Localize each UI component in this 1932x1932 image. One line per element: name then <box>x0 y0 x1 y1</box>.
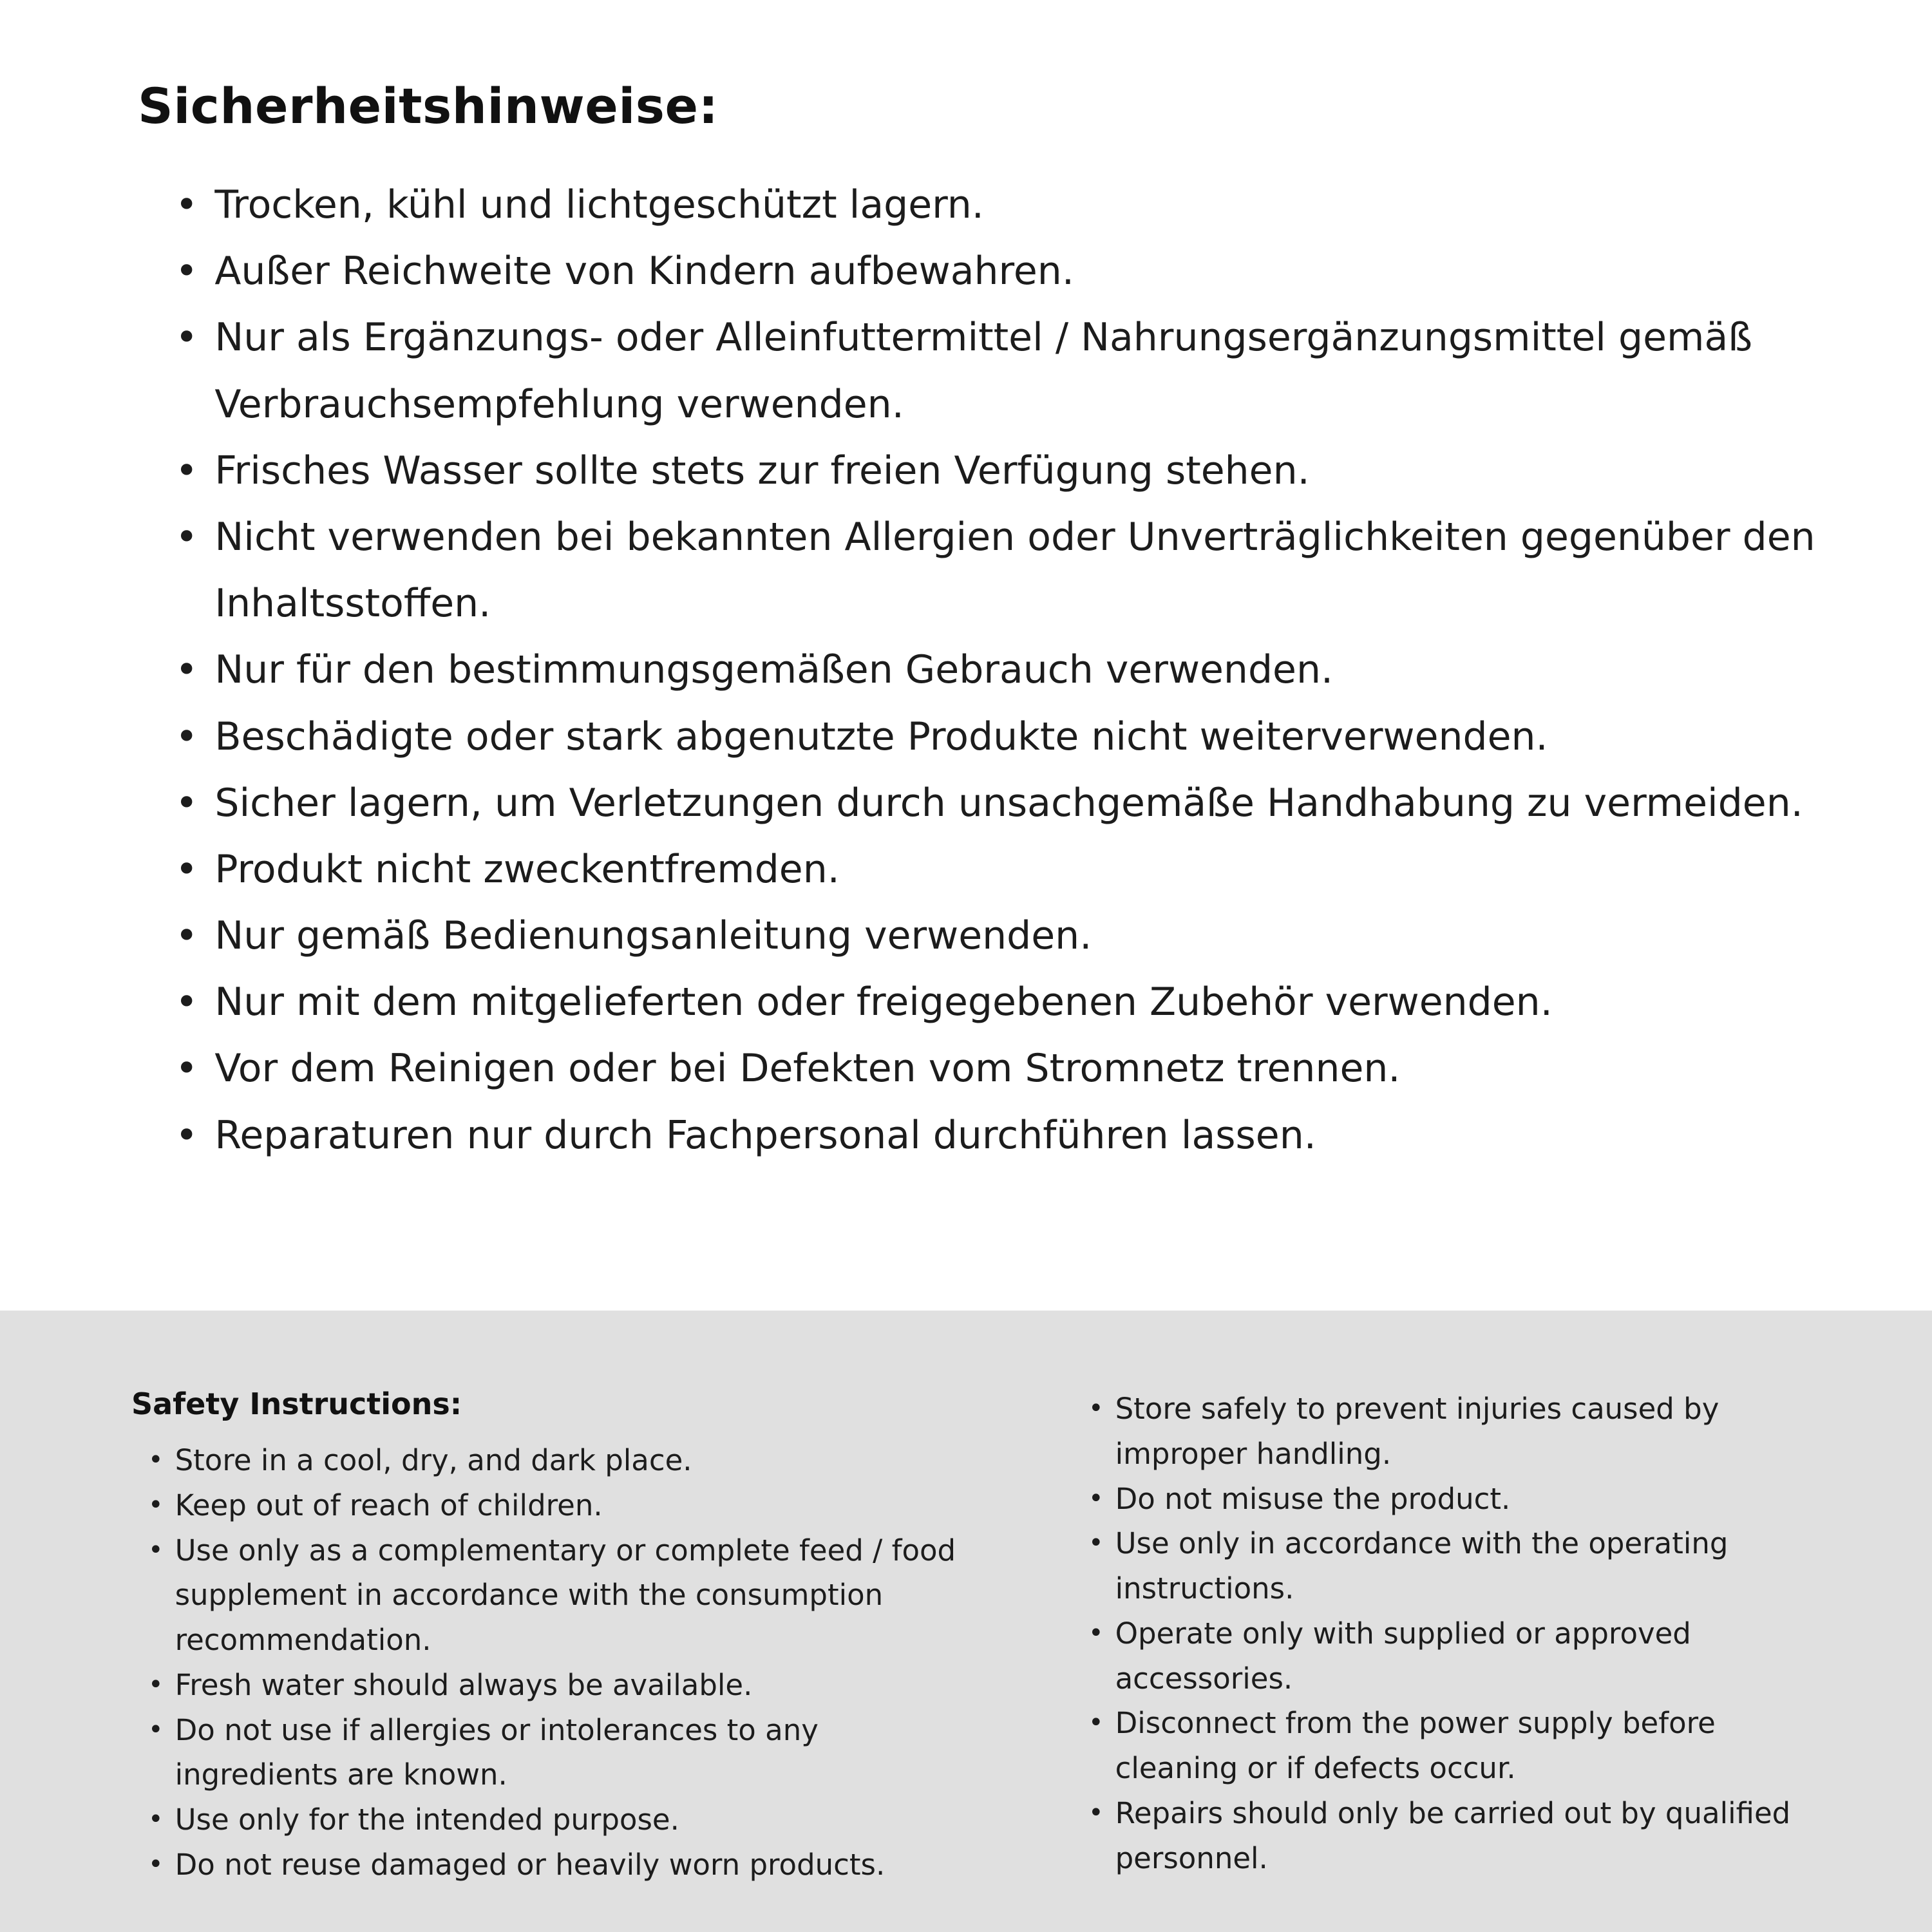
bullet-icon: • <box>1088 1708 1104 1738</box>
bullet-icon: • <box>175 980 198 1025</box>
bullet-icon: • <box>175 249 198 294</box>
bullet-icon: • <box>148 1445 164 1475</box>
list-item <box>148 1842 988 1888</box>
bullet-icon: • <box>1088 1618 1104 1648</box>
list-item <box>175 837 1842 903</box>
list-item <box>175 704 1842 770</box>
list-item-text: Use only as a complementary or complete feed / food supplement in accordance with the consumption recommendation. <box>175 1533 956 1657</box>
list-item-text: Do not use if allergies or intolerances to any ingredients are known. <box>175 1712 819 1792</box>
bullet-icon: • <box>175 714 198 759</box>
bullet-icon: • <box>148 1714 164 1745</box>
english-left-bullet-list <box>148 1438 988 1888</box>
english-section-heading: Safety Instructions: <box>131 1387 462 1421</box>
list-item <box>1088 1521 1835 1611</box>
list-item <box>175 903 1842 969</box>
english-right-bullet-list <box>1088 1387 1835 1880</box>
bullet-icon: • <box>148 1535 164 1565</box>
list-item <box>175 438 1842 504</box>
bullet-icon: • <box>148 1849 164 1879</box>
list-item-text: Nicht verwenden bei bekannten Allergien oder Unverträglichkeiten gegenüber den Inhaltsstoffen. <box>214 514 1815 627</box>
list-item-text: Use only for the intended purpose. <box>175 1803 679 1837</box>
list-item <box>148 1528 988 1663</box>
bullet-icon: • <box>175 315 198 361</box>
list-item <box>148 1483 988 1528</box>
list-item <box>1088 1477 1835 1522</box>
list-item-text: Store safely to prevent injuries caused by improper handling. <box>1115 1392 1719 1471</box>
list-item-text: Außer Reichweite von Kindern aufbewahren. <box>214 249 1074 294</box>
bullet-icon: • <box>175 780 198 826</box>
bullet-icon: • <box>175 448 198 493</box>
list-item <box>175 305 1842 437</box>
bullet-icon: • <box>148 1669 164 1700</box>
bullet-icon: • <box>175 647 198 693</box>
list-item-text: Produkt nicht zweckentfremden. <box>214 846 840 892</box>
list-item <box>1088 1701 1835 1791</box>
list-item-text: Keep out of reach of children. <box>175 1488 603 1522</box>
bullet-icon: • <box>1088 1797 1104 1828</box>
list-item-text: Use only in accordance with the operating instructions. <box>1115 1526 1728 1605</box>
list-item-text: Store in a cool, dry, and dark place. <box>175 1443 692 1477</box>
list-item-text: Do not misuse the product. <box>1115 1481 1511 1516</box>
list-item-text: Fresh water should always be available. <box>175 1667 753 1702</box>
bullet-icon: • <box>175 1112 198 1158</box>
list-item <box>175 770 1842 837</box>
german-bullet-list <box>175 172 1842 1169</box>
list-item-text: Disconnect from the power supply before cleaning or if defects occur. <box>1115 1706 1716 1785</box>
list-item-text: Repairs should only be carried out by qualified personnel. <box>1115 1795 1791 1875</box>
bullet-icon: • <box>148 1490 164 1520</box>
list-item <box>1088 1791 1835 1881</box>
bullet-icon: • <box>148 1804 164 1834</box>
list-item-text: Nur für den bestimmungsgemäßen Gebrauch verwenden. <box>214 647 1334 693</box>
list-item <box>175 1036 1842 1102</box>
list-item <box>175 238 1842 305</box>
list-item-text: Nur gemäß Bedienungsanleitung verwenden. <box>214 913 1092 959</box>
bullet-icon: • <box>175 182 198 227</box>
list-item-text: Beschädigte oder stark abgenutzte Produkte nicht weiterverwenden. <box>214 714 1548 759</box>
bullet-icon: • <box>175 514 198 560</box>
bullet-icon: • <box>175 846 198 892</box>
list-item <box>148 1708 988 1798</box>
english-right-column <box>1072 1387 1835 1932</box>
bullet-icon: • <box>175 913 198 959</box>
list-item <box>1088 1387 1835 1477</box>
list-item-text: Nur mit dem mitgelieferten oder freigegebenen Zubehör verwenden. <box>214 980 1553 1025</box>
list-item <box>175 969 1842 1036</box>
list-item <box>175 504 1842 637</box>
list-item-text: Vor dem Reinigen oder bei Defekten vom Stromnetz trennen. <box>214 1046 1401 1092</box>
list-item-text: Operate only with supplied or approved accessories. <box>1115 1616 1691 1696</box>
list-item <box>148 1663 988 1708</box>
bullet-icon: • <box>1088 1483 1104 1513</box>
list-item <box>148 1438 988 1483</box>
list-item <box>175 172 1842 238</box>
bullet-icon: • <box>175 1046 198 1092</box>
german-section-heading: Sicherheitshinweise: <box>138 77 719 135</box>
list-item <box>1088 1611 1835 1701</box>
list-item-text: Nur als Ergänzungs- oder Alleinfuttermittel / Nahrungsergänzungsmittel gemäß Verbrauchsempfehlung verwenden. <box>214 315 1752 427</box>
list-item-text: Frisches Wasser sollte stets zur freien Verfügung stehen. <box>214 448 1310 493</box>
english-left-column <box>131 1387 988 1932</box>
list-item-text: Sicher lagern, um Verletzungen durch unsachgemäße Handhabung zu vermeiden. <box>214 780 1803 826</box>
list-item-text: Reparaturen nur durch Fachpersonal durchführen lassen. <box>214 1112 1316 1158</box>
bullet-icon: • <box>1088 1528 1104 1558</box>
list-item <box>175 1103 1842 1169</box>
list-item <box>148 1797 988 1842</box>
list-item-text: Do not reuse damaged or heavily worn products. <box>175 1847 886 1882</box>
english-safety-section <box>0 1311 1932 1932</box>
bullet-icon: • <box>1088 1394 1104 1423</box>
list-item-text: Trocken, kühl und lichtgeschützt lagern. <box>214 182 984 227</box>
list-item <box>175 637 1842 703</box>
